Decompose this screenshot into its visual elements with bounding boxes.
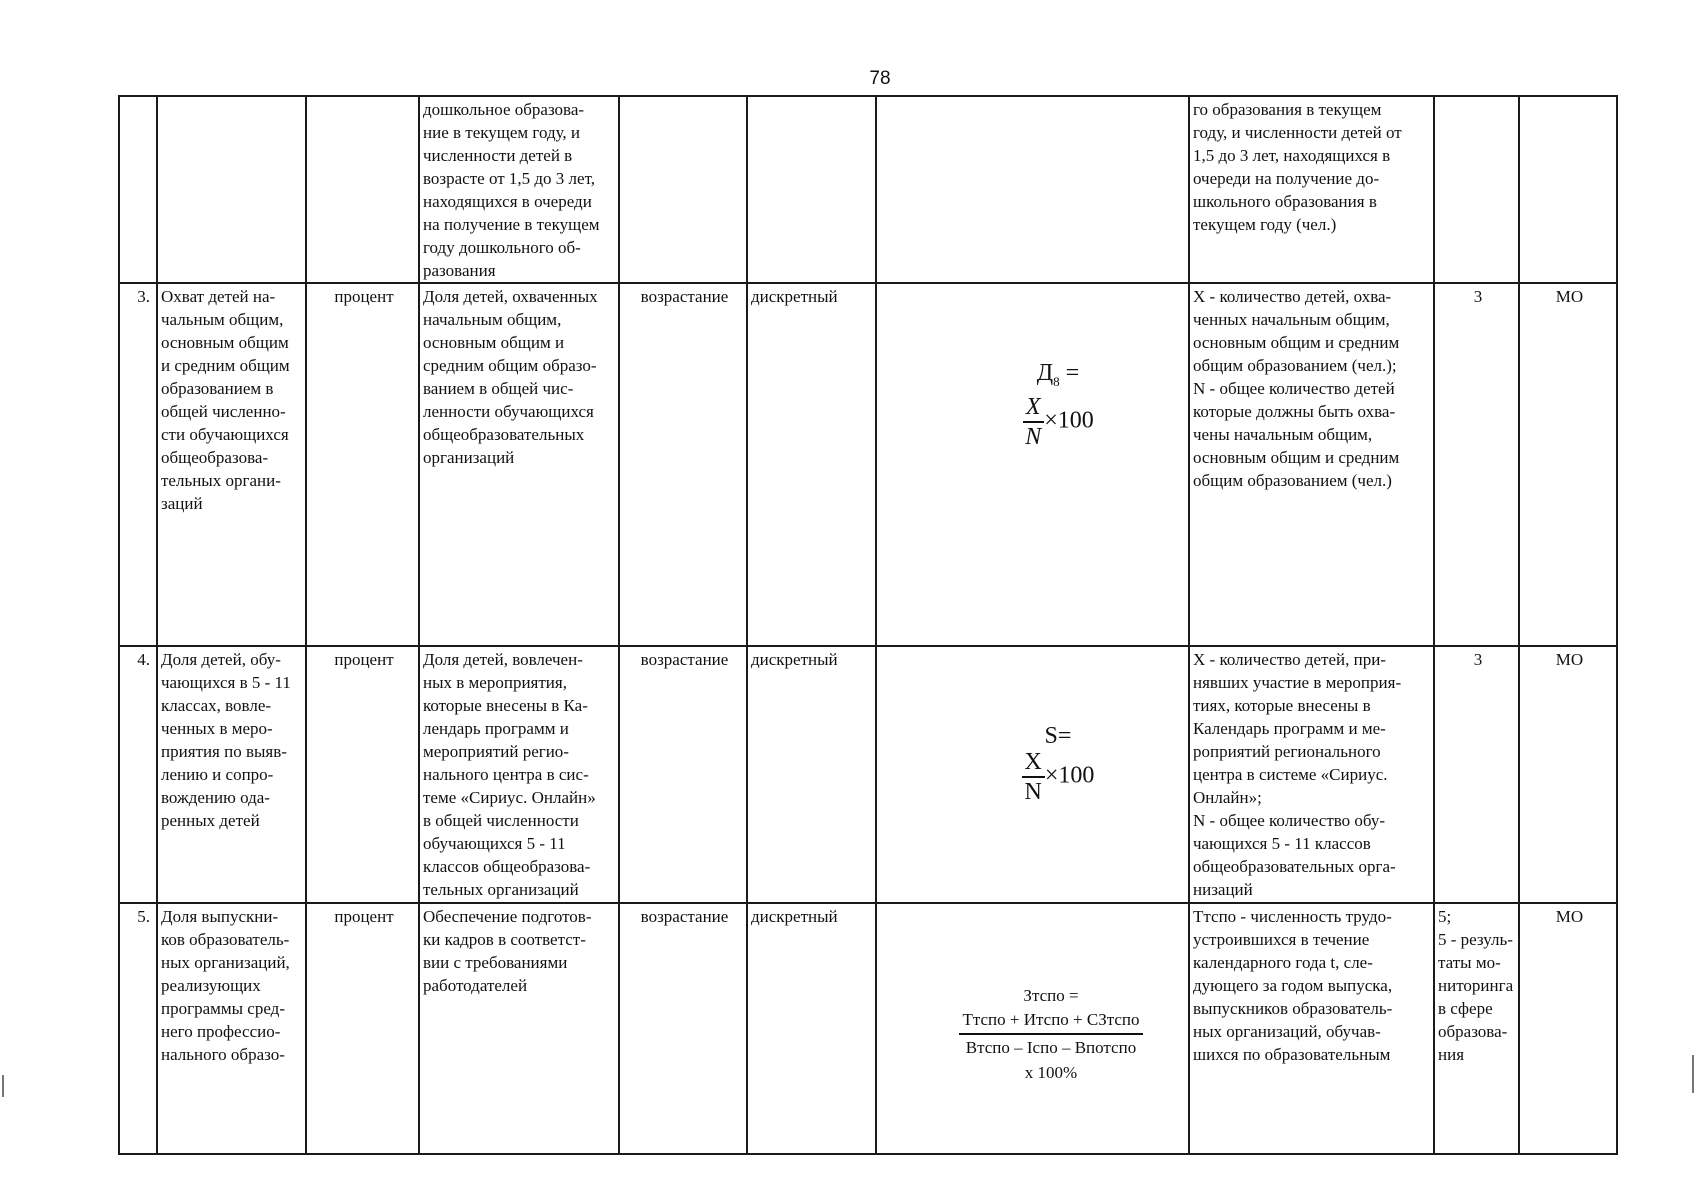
- formula-multiplier: х 100%: [1024, 1063, 1078, 1082]
- formula-denominator: Втспо – Iспо – Впотспо: [965, 1038, 1137, 1057]
- formula-cell: [876, 646, 1189, 903]
- variables-cell: го образования в текущем году, и численности детей от 1,5 до 3 лет, находящихся в очереди на получение до- школьного образования в текущем году (чел.): [1189, 96, 1434, 283]
- column-10-cell: МО: [1519, 903, 1617, 1154]
- formula-multiplier: ×100: [1044, 407, 1094, 434]
- unit-cell: процент: [306, 646, 419, 903]
- formula-cell: [876, 903, 1189, 1154]
- indicator-name: Доля выпускни- ков образователь- ных организаций, реализующих программы сред- него профессио- нального образо-: [157, 903, 306, 1154]
- column-9-cell: 3: [1434, 283, 1519, 646]
- type-cell: дискретный: [747, 903, 876, 1154]
- definition-cell: дошкольное образова- ние в текущем году, и численности детей в возрасте от 1,5 до 3 лет, находящихся в очереди на получение в текущем году дошкольного об- разования: [419, 96, 619, 283]
- column-9-cell: 5; 5 - резуль- таты мо- ниторинга в сфере образова- ния: [1434, 903, 1519, 1154]
- formula-employment: [880, 951, 1188, 1107]
- formula-denominator: N: [1024, 779, 1042, 805]
- formula-fraction: [1022, 748, 1045, 806]
- unit-cell: процент: [306, 903, 419, 1154]
- formula-fraction: [959, 1007, 1142, 1061]
- formula-cell: [876, 96, 1189, 283]
- unit-cell: процент: [306, 283, 419, 646]
- formula-lhs: Зтспо =: [1023, 986, 1079, 1005]
- definition-cell: Обеспечение подготов- ки кадров в соответст- вии с требованиями работодателей: [419, 903, 619, 1154]
- row-number: 5.: [119, 903, 157, 1154]
- formula-d8: $Д_8$ = $\frac{X}{N}$ ×100: [880, 331, 1188, 474]
- formula-fraction: [1022, 393, 1044, 451]
- formula-cell: [876, 283, 1189, 646]
- variables-cell: Ттспо - численность трудо- устроившихся в течение календарного года t, сле- дующего за годом выпуска, выпускников образователь- ных организаций, обучав- шихся по образовательным: [1189, 903, 1434, 1154]
- type-cell: дискретный: [747, 283, 876, 646]
- indicator-name: [157, 96, 306, 283]
- unit-cell: [306, 96, 419, 283]
- indicator-name: Доля детей, обу- чающихся в 5 - 11 классах, вовле- ченных в меро- приятия по выяв- лению и сопро- вождению ода- ренных детей: [157, 646, 306, 903]
- type-cell: дискретный: [747, 646, 876, 903]
- indicator-name: Охват детей на- чальным общим, основным общим и средним общим образованием в общей численно- сти обучающихся общеобразова- тельных органи- заций: [157, 283, 306, 646]
- page-number: 78: [869, 68, 891, 89]
- table-row: [119, 903, 1617, 1154]
- formula-s: [880, 694, 1188, 829]
- formula-lhs: S=: [1044, 723, 1072, 749]
- formula-multiplier: ×100: [1044, 762, 1095, 789]
- edge-mark-right: [1692, 1055, 1694, 1093]
- definition-cell: Доля детей, охваченных начальным общим, основным общим и средним общим образо- ванием в общей чис- ленности обучающихся общеобразовательных организаций: [419, 283, 619, 646]
- column-10-cell: [1519, 96, 1617, 283]
- row-number: 3.: [119, 283, 157, 646]
- table-row: [119, 96, 1617, 283]
- trend-cell: возрастание: [619, 646, 747, 903]
- formula-numerator: Ттспо + Итспо + СЗтспо: [959, 1007, 1142, 1035]
- trend-cell: [619, 96, 747, 283]
- column-9-cell: [1434, 96, 1519, 283]
- table-row: [119, 646, 1617, 903]
- edge-mark-left: [2, 1075, 4, 1097]
- type-cell: [747, 96, 876, 283]
- formula-lhs: Д: [1036, 360, 1054, 386]
- trend-cell: возрастание: [619, 283, 747, 646]
- row-number: 4.: [119, 646, 157, 903]
- variables-cell: Х - количество детей, при- нявших участие в мероприя- тиях, которые внесены в Календарь программ и ме- роприятий регионального центра в системе «Сириус. Онлайн»; N - общее количество обу- чающихся 5 - 11 классов общеобразовательных орга- низаций: [1189, 646, 1434, 903]
- definition-cell: Доля детей, вовлечен- ных в мероприятия, которые внесены в Ка- лендарь программ и мероприятий регио- нального центра в сис- теме «Сириус. Онлайн» в общей численности обучающихся 5 - 11 классов общеобразова- тельных организаций: [419, 646, 619, 903]
- trend-cell: возрастание: [619, 903, 747, 1154]
- row-number: [119, 96, 157, 283]
- column-10-cell: МО: [1519, 283, 1617, 646]
- formula-numerator: X: [1022, 748, 1045, 778]
- column-9-cell: 3: [1434, 646, 1519, 903]
- formula-numerator: X: [1023, 393, 1044, 423]
- indicators-table: [118, 95, 1618, 1155]
- column-10-cell: МО: [1519, 646, 1617, 903]
- formula-subscript: 8: [1053, 373, 1060, 389]
- variables-cell: Х - количество детей, охва- ченных начальным общим, основным общим и средним общим образованием (чел.); N - общее количество детей которые должны быть охва- чены начальным общим, основным общим и средним общим образованием (чел.): [1189, 283, 1434, 646]
- table-row: [119, 283, 1617, 646]
- formula-denominator: N: [1025, 423, 1042, 450]
